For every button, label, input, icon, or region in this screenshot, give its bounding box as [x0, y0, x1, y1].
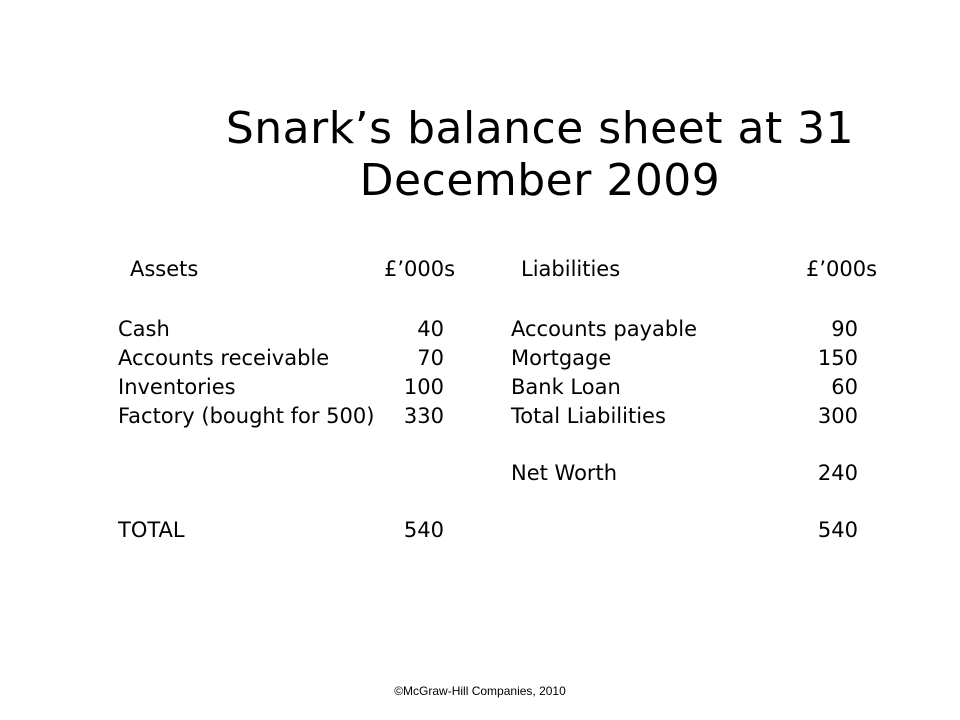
assets-unit-header: £’000s [384, 257, 456, 281]
asset-label: Accounts receivable [118, 346, 330, 370]
asset-value: 40 [417, 317, 444, 341]
liability-value: 60 [831, 375, 858, 399]
liabilities-header: Liabilities [521, 257, 621, 281]
title-line-1: Snark’s balance sheet at 31 [225, 103, 855, 154]
slide-title [120, 103, 960, 207]
assets-header: Assets [130, 257, 199, 281]
liability-label: Total Liabilities [511, 404, 666, 428]
liability-value: 300 [817, 404, 858, 428]
asset-total-label: TOTAL [118, 518, 185, 542]
asset-label: Factory (bought for 500) [118, 404, 375, 428]
asset-value: 330 [403, 404, 444, 428]
liability-label: Mortgage [511, 346, 612, 370]
liabilities-unit-header: £’000s [806, 257, 878, 281]
liability-value: 90 [831, 317, 858, 341]
asset-label: Inventories [118, 375, 236, 399]
title-line-2: December 2009 [359, 155, 721, 206]
liability-label: Bank Loan [511, 375, 621, 399]
liability-value: 150 [817, 346, 858, 370]
asset-total-value: 540 [403, 518, 444, 542]
asset-label: Cash [118, 317, 170, 341]
liability-total-value: 540 [817, 518, 858, 542]
net-worth-value: 240 [817, 461, 858, 485]
asset-value: 100 [403, 375, 444, 399]
copyright-footer: ©McGraw-Hill Companies, 2010 [394, 684, 566, 698]
liability-label: Accounts payable [511, 317, 697, 341]
net-worth-label: Net Worth [511, 461, 618, 485]
asset-value: 70 [417, 346, 444, 370]
